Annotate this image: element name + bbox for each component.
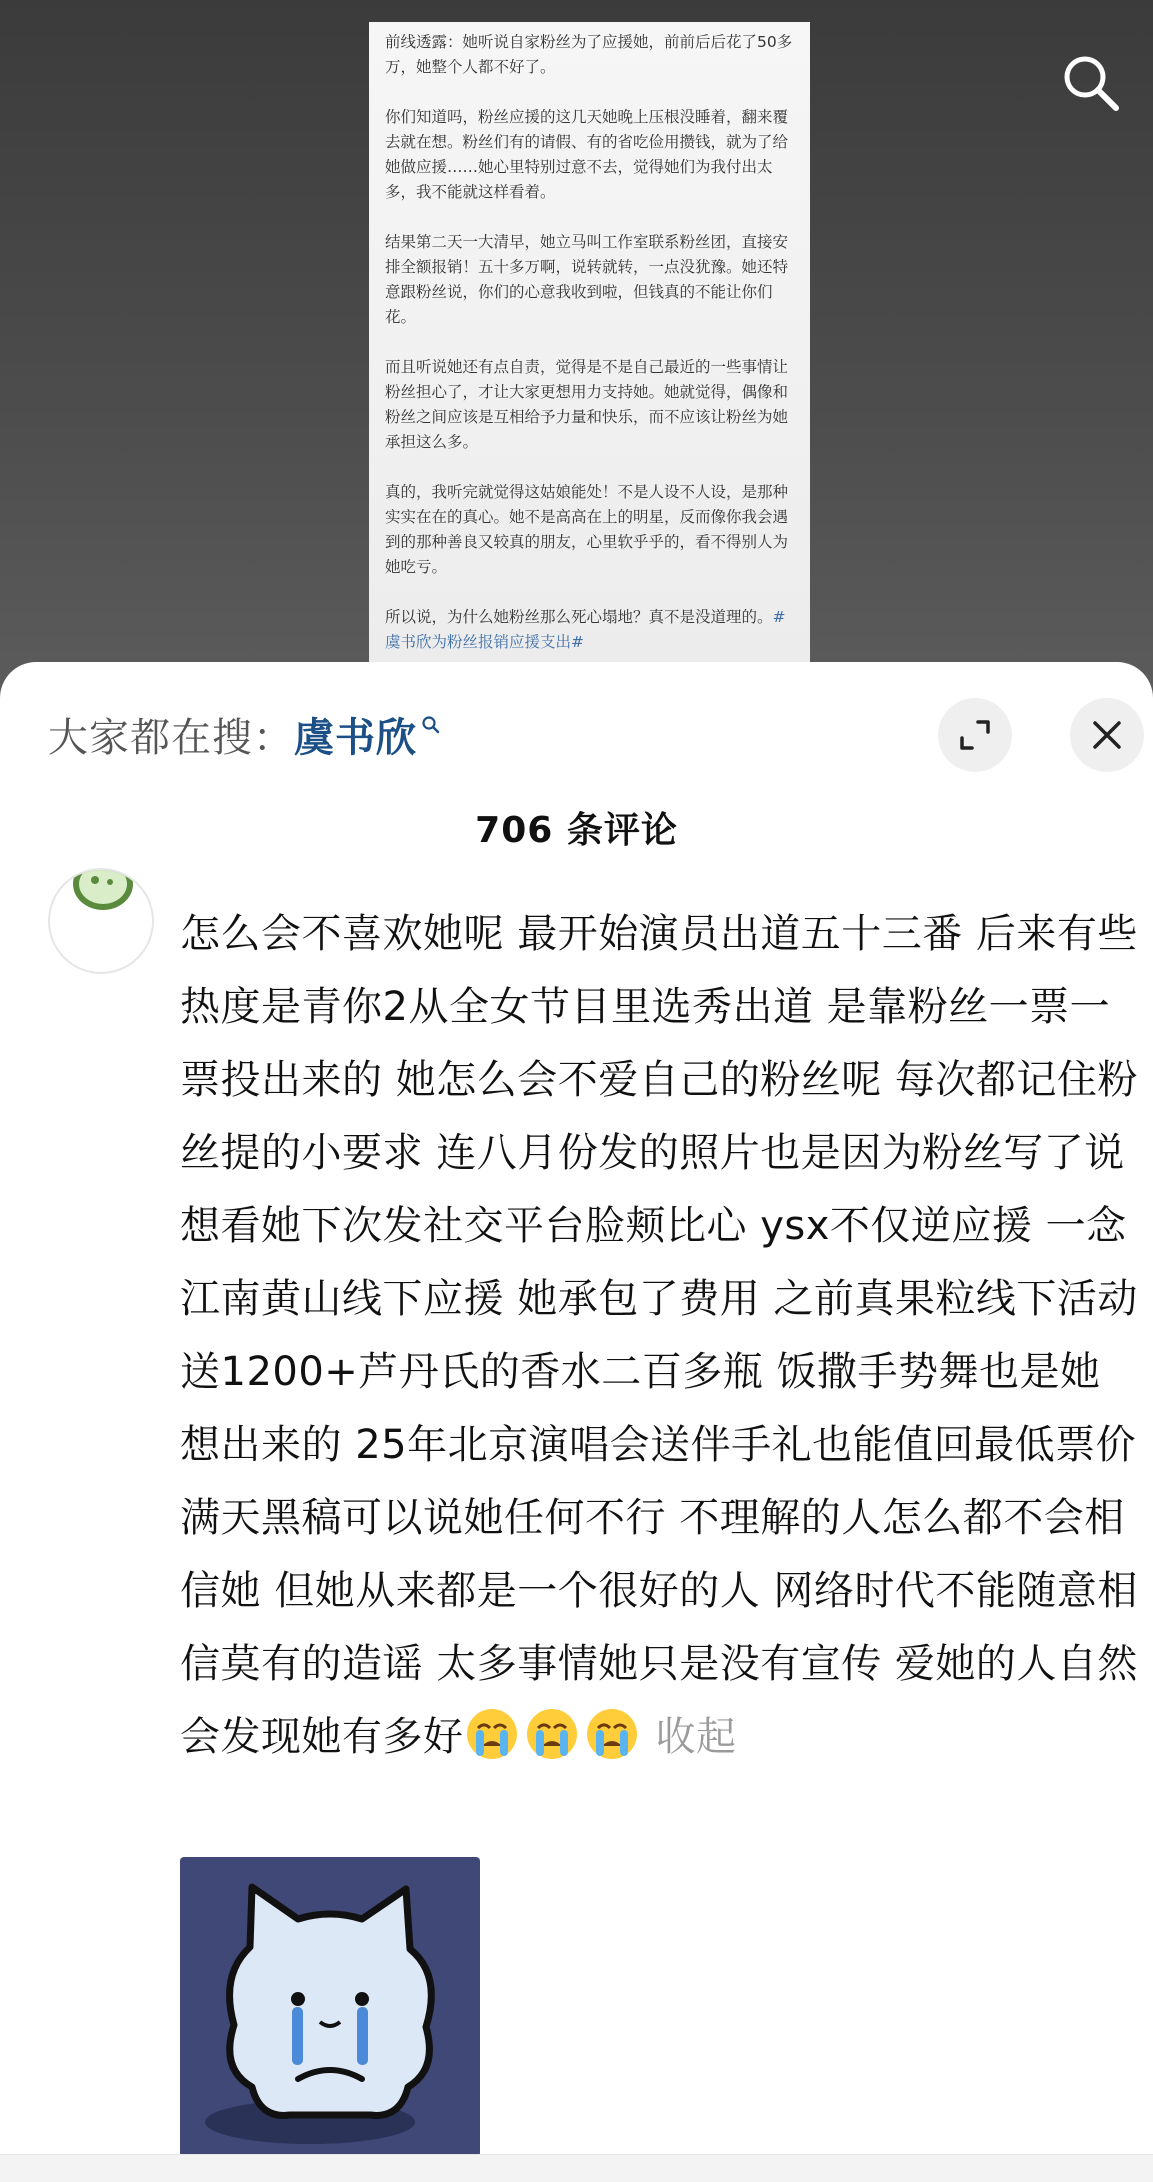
trending-search[interactable] xyxy=(48,706,441,762)
emoji-group xyxy=(464,1714,644,1760)
collapse-link[interactable]: 收起 xyxy=(655,1714,737,1760)
crying-face-icon xyxy=(524,1706,580,1762)
search-button[interactable] xyxy=(1060,52,1122,114)
trending-search-prefix: 大家都在搜： xyxy=(48,714,294,761)
comment-count: 706 条评论 xyxy=(475,810,678,851)
crying-cat-sticker xyxy=(180,1857,480,2157)
search-icon xyxy=(421,715,441,735)
article-paragraph: 你们知道吗，粉丝应援的这几天她晚上压根没睡着，翻来覆去就在想。粉丝们有的请假、有的省吃俭用攒钱，就为了给她做应援……她心里特别过意不去，觉得她们为我付出太多，我不能就这样看着。 xyxy=(385,108,789,201)
article-paragraph: 真的，我听完就觉得这姑娘能处！不是人设不人设，是那种实实在在的真心。她不是高高在上的明星，反而像你我会遇到的那种善良又较真的朋友，心里软乎乎的，看不得别人为她吃亏。 xyxy=(385,483,789,576)
bottom-divider xyxy=(0,2154,1153,2182)
sticker-image[interactable] xyxy=(180,1857,480,2157)
article-paragraph: 前线透露：她听说自家粉丝为了应援她，前前后后花了50多万，她整个人都不好了。 xyxy=(385,33,793,76)
avatar-image xyxy=(50,870,154,974)
article-paragraph-last xyxy=(385,605,794,655)
comment-text xyxy=(180,898,1140,1774)
article-paragraph: 结果第二天一大清早，她立马叫工作室联系粉丝团，直接安排全额报销！五十多万啊，说转就转，一点没犹豫。她还特意跟粉丝说，你们的心意我收到啦，但钱真的不能让你们花。 xyxy=(385,233,789,326)
avatar[interactable] xyxy=(48,868,154,974)
trending-search-keyword[interactable]: 虞书欣 xyxy=(294,714,417,761)
close-button[interactable] xyxy=(1070,698,1144,772)
article-image[interactable] xyxy=(369,22,810,672)
expand-button[interactable] xyxy=(938,698,1012,772)
article-hashtag[interactable]: #虞书欣为粉丝报销应援支出# xyxy=(385,608,786,651)
close-icon xyxy=(1091,719,1123,751)
expand-icon xyxy=(958,718,992,752)
article-last-text: 所以说，为什么她粉丝那么死心塌地？真不是没道理的。 xyxy=(385,608,773,626)
crying-face-icon xyxy=(584,1706,640,1762)
comment-body: 怎么会不喜欢她呢 最开始演员出道五十三番 后来有些热度是青你2从全女节目里选秀出道 是靠粉丝一票一票投出来的 她怎么会不爱自己的粉丝呢 每次都记住粉丝提的小要求 连八月份发的照片也是因为粉丝写了说想看她下次发社交平台脸颊比心 ysx不仅逆应援 一念江南黄山线下应援 她承包了费用 之前真果粒线下活动送1200+芦丹氏的香水二百多瓶 饭撒手势舞也是她想出来的 25年北京演唱会送伴手礼也能值回最低票价 满天黑稿可以说她任何不行 不理解的人怎么都不会相信她 但她从来都是一个很好的人 网络时代不能随意相信莫有的造谣 太多事情她只是没有宣传 爱她的人自然会发现她有多好 xyxy=(180,911,1138,1760)
search-icon xyxy=(1060,52,1122,114)
article-paragraph: 而且听说她还有点自责，觉得是不是自己最近的一些事情让粉丝担心了，才让大家更想用力支持她。她就觉得，偶像和粉丝之间应该是互相给予力量和快乐，而不应该让粉丝为她承担这么多。 xyxy=(385,358,789,451)
comments-sheet xyxy=(0,662,1153,2181)
crying-face-icon xyxy=(464,1706,520,1762)
